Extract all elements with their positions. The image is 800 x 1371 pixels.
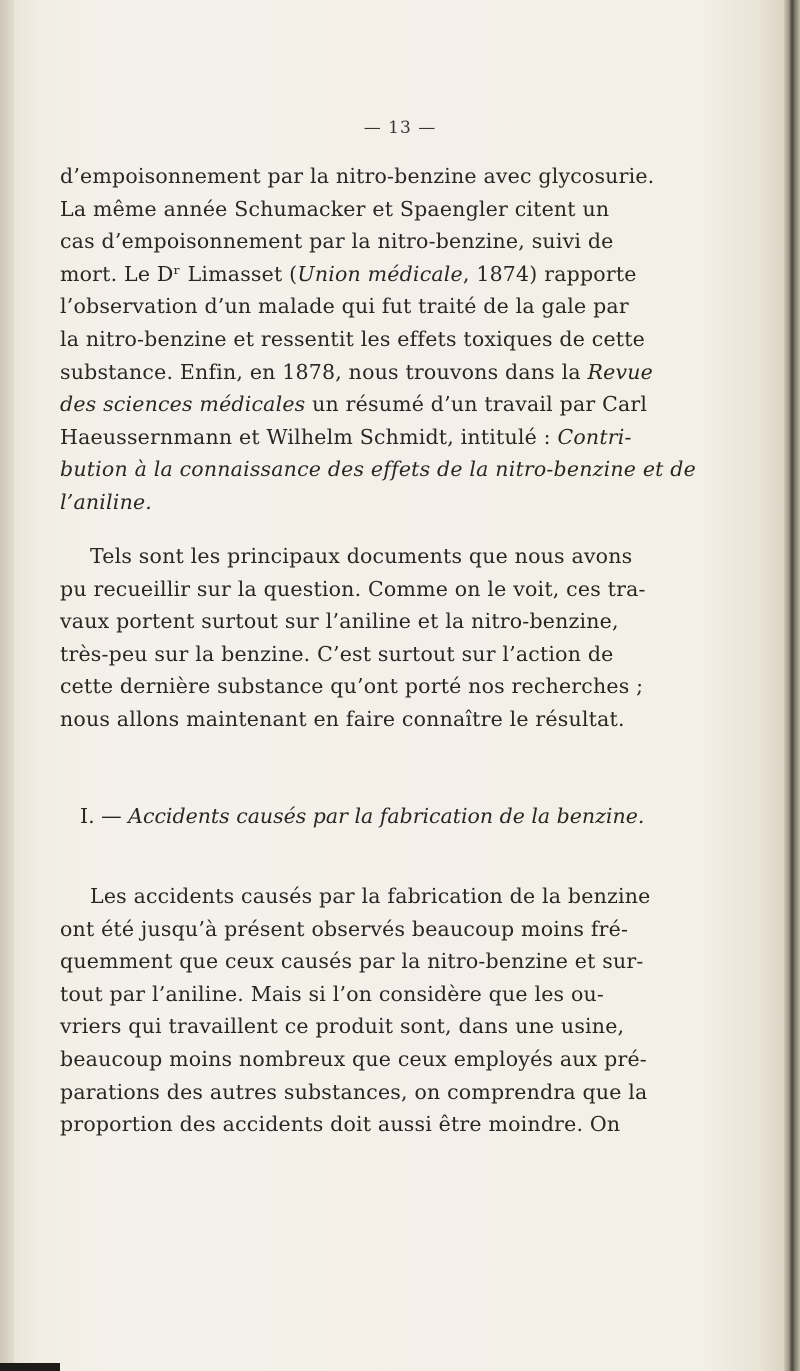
text-line [60, 258, 680, 291]
text-line: pu recueillir sur la question. Comme on le voit, ces tra- [60, 576, 646, 601]
paragraph-2 [60, 540, 680, 736]
text-line: vriers qui travaillent ce produit sont, dans une usine, [60, 1014, 625, 1039]
left-page-edge [0, 0, 14, 1371]
text-line [60, 421, 680, 454]
journal-title: des sciences médicales [60, 392, 306, 417]
journal-title: Union médicale [297, 261, 463, 286]
right-binding-edge [784, 0, 800, 1371]
journal-title: Revue [587, 359, 653, 384]
work-title: Contri- [557, 424, 632, 449]
text-line: La même année Schumacker et Spaengler citent un [60, 196, 610, 221]
text-line: Les accidents causés par la fabrication de la benzine [90, 884, 651, 908]
text-line: vaux portent surtout sur l’aniline et la nitro-benzine, [60, 609, 619, 634]
text-line: l’observation d’un malade qui fut traité de la gale par [60, 294, 629, 319]
text-line: ont été jusqu’à présent observés beaucoup moins fré- [60, 916, 629, 941]
work-title-line: l’aniline. [60, 489, 153, 514]
text-line: parations des autres substances, on comprendra que la [60, 1079, 648, 1104]
text-segment: , 1874) rapporte [462, 261, 637, 286]
text-line: nous allons maintenant en faire connaître le résultat. [60, 706, 625, 731]
text-line: la nitro-benzine et ressentit les effets toxiques de cette [60, 326, 645, 351]
text-segment: substance. Enfin, en 1878, nous trouvons dans la [60, 359, 588, 384]
text-line: cette dernière substance qu’ont porté nos recherches ; [60, 674, 644, 699]
text-segment: Haeussernmann et Wilhelm Schmidt, intitulé : [60, 424, 558, 449]
text-line: cas d’empoisonnement par la nitro-benzine, suivi de [60, 229, 614, 254]
text-line: quemment que ceux causés par la nitro-benzine et sur- [60, 949, 644, 974]
text-line: beaucoup moins nombreux que ceux employés aux pré- [60, 1046, 647, 1071]
text-line: tout par l’aniline. Mais si l’on considère que les ou- [60, 981, 605, 1006]
section-number: I. — [80, 804, 129, 828]
text-segment: un résumé d’un travail par Carl [305, 392, 648, 417]
text-line: Tels sont les principaux documents que nous avons [90, 544, 633, 568]
text-segment: mort. Le Dʳ Limasset ( [60, 261, 298, 286]
corner-scan-mark [0, 1363, 60, 1371]
page-number: — 13 — [363, 118, 437, 138]
text-line: très-peu sur la benzine. C’est surtout sur l’action de [60, 641, 614, 666]
text-line: d’empoisonnement par la nitro-benzine avec glycosurie. [60, 164, 655, 188]
paragraph-3 [60, 880, 680, 1141]
section-heading [80, 800, 700, 832]
text-line [60, 356, 680, 389]
work-title-line: bution à la connaissance des effets de la nitro-benzine et de [60, 457, 696, 482]
text-line [60, 388, 680, 421]
text-line: proportion des accidents doit aussi être moindre. On [60, 1112, 621, 1137]
paragraph-1 [60, 160, 696, 519]
section-title: Accidents causés par la fabrication de la benzine. [128, 804, 645, 828]
